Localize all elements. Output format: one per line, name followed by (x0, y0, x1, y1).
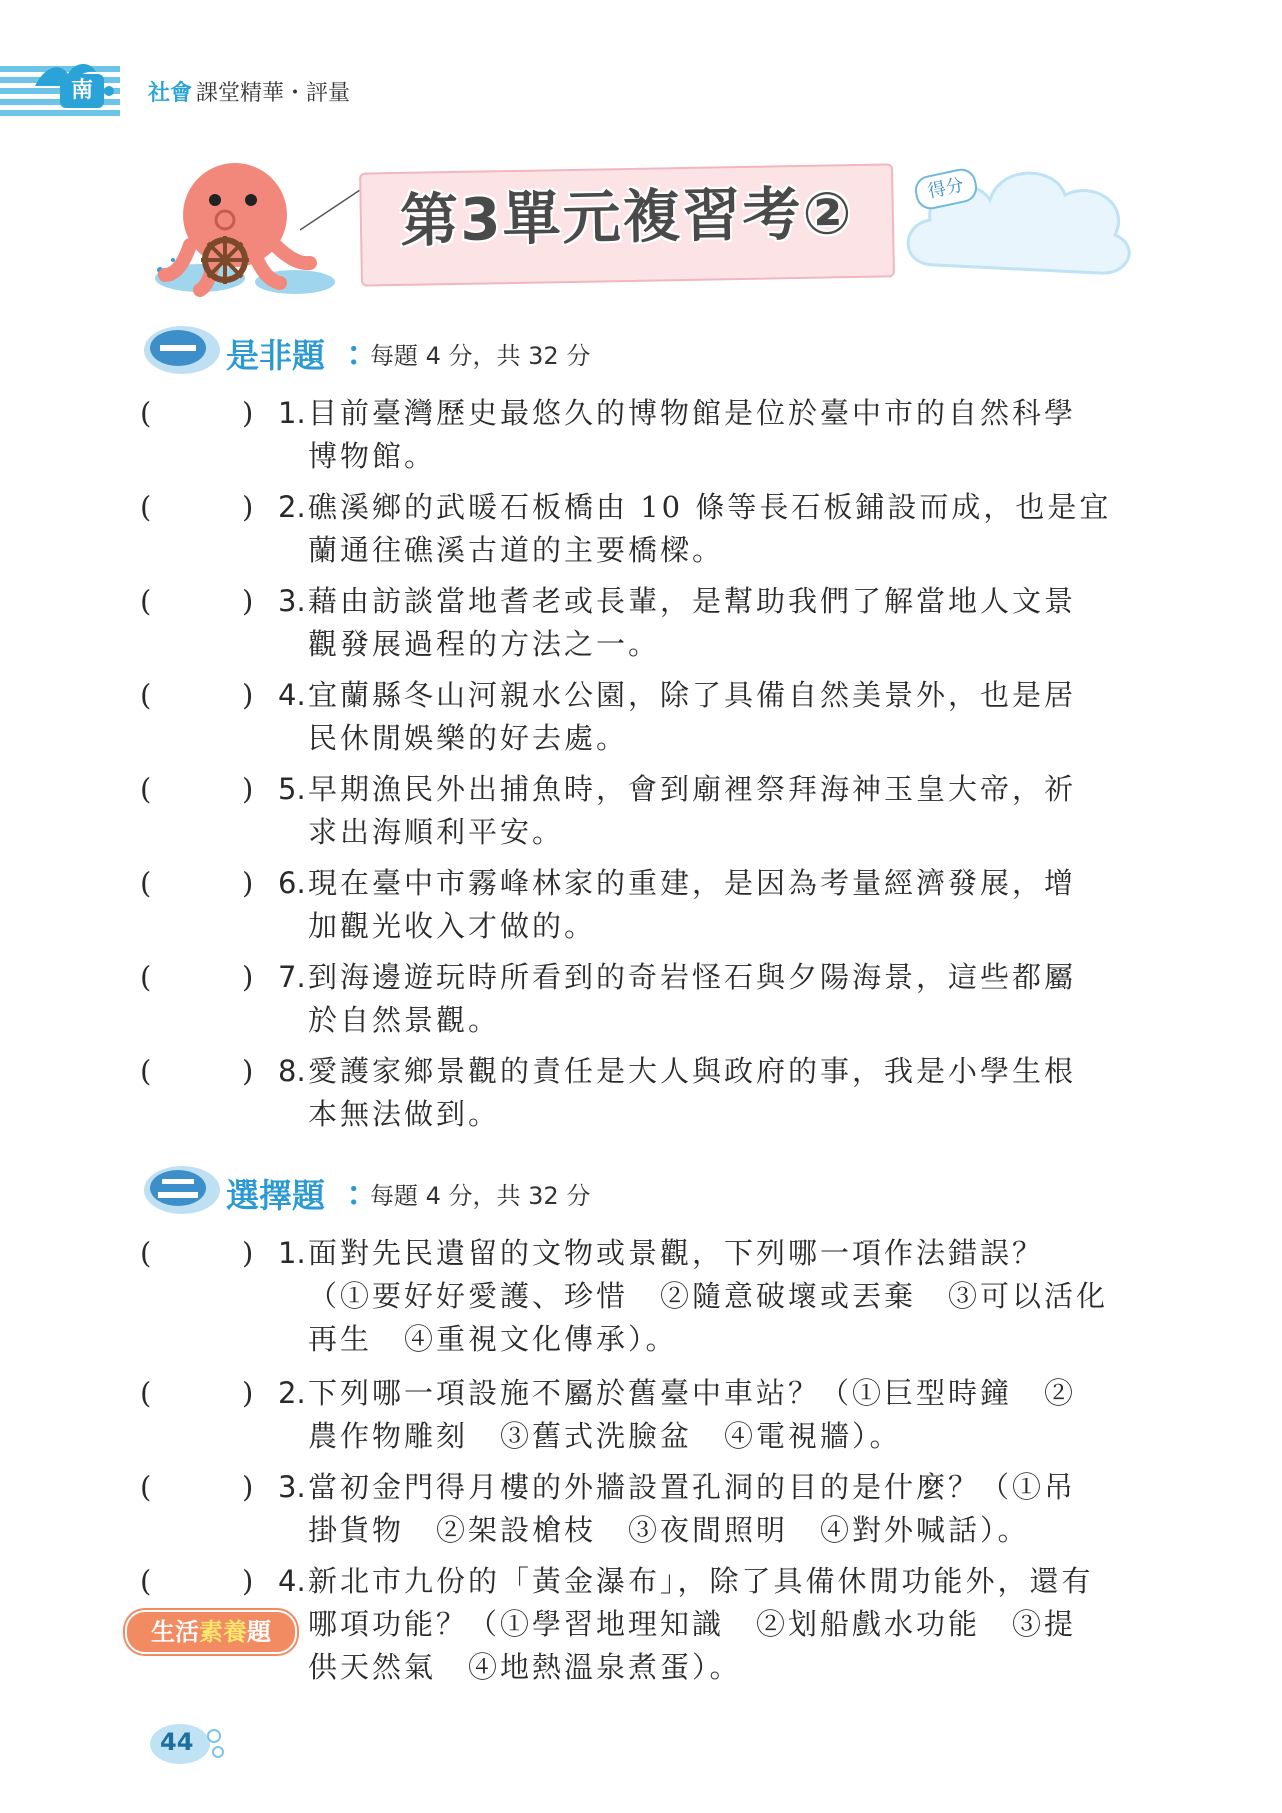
answer-paren-right: ) (242, 1054, 254, 1088)
question-line: 蘭通往礁溪古道的主要橋樑。 (308, 533, 725, 567)
series-title (148, 76, 350, 107)
question-line: 於自然景觀。 (308, 1003, 501, 1037)
question-text (308, 768, 1282, 854)
answer-paren-right: ) (242, 1470, 254, 1504)
answer-paren-right: ) (242, 584, 254, 618)
answer-paren-left: ( (140, 1470, 152, 1504)
section-true-false-header (140, 322, 1040, 378)
answer-paren-left: ( (140, 1376, 152, 1410)
question-line: 現在臺中市霧峰林家的重建，是因為考量經濟發展，增 (308, 866, 1077, 900)
life-tag-part1: 生活 (151, 1618, 199, 1646)
question-text (308, 862, 1282, 948)
question-line: 愛護家鄉景觀的責任是大人與政府的事，我是小學生根 (308, 1054, 1077, 1088)
answer-paren-left: ( (140, 396, 152, 430)
answer-paren-right: ) (242, 772, 254, 806)
series-label: 課堂精華・評量 (196, 81, 351, 106)
question-text (308, 956, 1282, 1042)
answer-paren-left: ( (140, 772, 152, 806)
section-number-badge (140, 1162, 220, 1216)
question-number: 4. (278, 678, 306, 712)
answer-paren-right: ) (242, 396, 254, 430)
question-text (308, 1232, 1282, 1361)
question-text (308, 1560, 1282, 1689)
answer-paren-right: ) (242, 1236, 254, 1270)
question-line: 到海邊遊玩時所看到的奇岩怪石與夕陽海景，這些都屬 (308, 960, 1077, 994)
question-line: 面對先民遺留的文物或景觀，下列哪一項作法錯誤？ (308, 1236, 1045, 1270)
score-cloud-icon (895, 145, 1140, 295)
page-number: 44 (160, 1728, 194, 1756)
question-text (308, 1050, 1282, 1136)
page-header (0, 58, 1282, 118)
question-text (308, 1372, 1282, 1458)
question-number: 2. (278, 1376, 306, 1410)
answer-paren-right: ) (242, 678, 254, 712)
question-text (308, 674, 1282, 760)
question-line: 當初金門得月樓的外牆設置孔洞的目的是什麼？（①吊 (308, 1470, 1077, 1504)
question-number: 1. (278, 396, 306, 430)
question-line: 求出海順利平安。 (308, 815, 565, 849)
question-number: 8. (278, 1054, 306, 1088)
question-number: 7. (278, 960, 306, 994)
question-text (308, 1466, 1282, 1552)
question-number: 6. (278, 866, 306, 900)
score-label: 得分 (912, 166, 980, 212)
section-colon: ： (346, 334, 379, 373)
answer-paren-right: ) (242, 960, 254, 994)
question-number: 2. (278, 490, 306, 524)
answer-paren-left: ( (140, 678, 152, 712)
answer-paren-right: ) (242, 1564, 254, 1598)
question-text (308, 486, 1282, 572)
page-number-badge (148, 1722, 220, 1766)
answer-paren-left: ( (140, 1564, 152, 1598)
life-tag-part3: 題 (247, 1618, 271, 1646)
edition-tab: 南 (60, 74, 104, 108)
question-number: 4. (278, 1564, 306, 1598)
answer-paren-left: ( (140, 584, 152, 618)
answer-paren-right: ) (242, 866, 254, 900)
question-line: 農作物雕刻 ③舊式洗臉盆 ④電視牆）。 (308, 1419, 902, 1453)
answer-paren-left: ( (140, 866, 152, 900)
unit-title: 第3單元複習考② (399, 179, 855, 255)
section-number-badge (140, 322, 220, 376)
section-title: 選擇題 (226, 1176, 325, 1215)
question-line: 下列哪一項設施不屬於舊臺中車站？（①巨型時鐘 ② (308, 1376, 1077, 1410)
question-line: 觀發展過程的方法之一。 (308, 627, 661, 661)
question-line: 藉由訪談當地耆老或長輩，是幫助我們了解當地人文景 (308, 584, 1077, 618)
answer-paren-left: ( (140, 490, 152, 524)
section-points: 每題 4 分，共 32 分 (370, 342, 591, 370)
section-multiple-choice-header (140, 1162, 1040, 1218)
question-line: 掛貨物 ②架設槍枝 ③夜間照明 ④對外喊話）。 (308, 1513, 1030, 1547)
question-number: 3. (278, 584, 306, 618)
question-line: 民休閒娛樂的好去處。 (308, 721, 629, 755)
unit-title-banner (359, 163, 895, 286)
section-title: 是非題 (226, 336, 325, 375)
answer-paren-right: ) (242, 1376, 254, 1410)
question-line: 加觀光收入才做的。 (308, 909, 597, 943)
life-literacy-tag (125, 1610, 297, 1654)
question-line: 早期漁民外出捕魚時，會到廟裡祭拜海神玉皇大帝，祈 (308, 772, 1077, 806)
question-text (308, 392, 1282, 478)
question-line: 哪項功能？（①學習地理知識 ②划船戲水功能 ③提 (308, 1607, 1077, 1641)
answer-paren-right: ) (242, 490, 254, 524)
answer-paren-left: ( (140, 1236, 152, 1270)
question-line: 再生 ④重視文化傳承）。 (308, 1322, 678, 1356)
question-line: （①要好好愛護、珍惜 ②隨意破壞或丟棄 ③可以活化 (308, 1279, 1109, 1313)
question-line: 目前臺灣歷史最悠久的博物館是位於臺中市的自然科學 (308, 396, 1077, 430)
question-number: 5. (278, 772, 306, 806)
question-line: 新北市九份的「黃金瀑布」，除了具備休閒功能外，還有 (308, 1564, 1094, 1598)
question-text (308, 580, 1282, 666)
life-tag-part2: 素養 (199, 1618, 247, 1646)
separator-dot (104, 86, 114, 96)
question-line: 宜蘭縣冬山河親水公園，除了具備自然美景外，也是居 (308, 678, 1077, 712)
section-colon: ： (346, 1174, 379, 1213)
question-line: 供天然氣 ④地熱溫泉煮蛋）。 (308, 1650, 742, 1684)
question-number: 1. (278, 1236, 306, 1270)
answer-paren-left: ( (140, 1054, 152, 1088)
question-line: 博物館。 (308, 439, 437, 473)
section-points: 每題 4 分，共 32 分 (370, 1182, 591, 1210)
question-line: 本無法做到。 (308, 1097, 501, 1131)
answer-paren-left: ( (140, 960, 152, 994)
subject-label: 社會 (148, 81, 193, 106)
question-number: 3. (278, 1470, 306, 1504)
question-line: 礁溪鄉的武暖石板橋由 10 條等長石板鋪設而成，也是宜 (308, 490, 1112, 524)
